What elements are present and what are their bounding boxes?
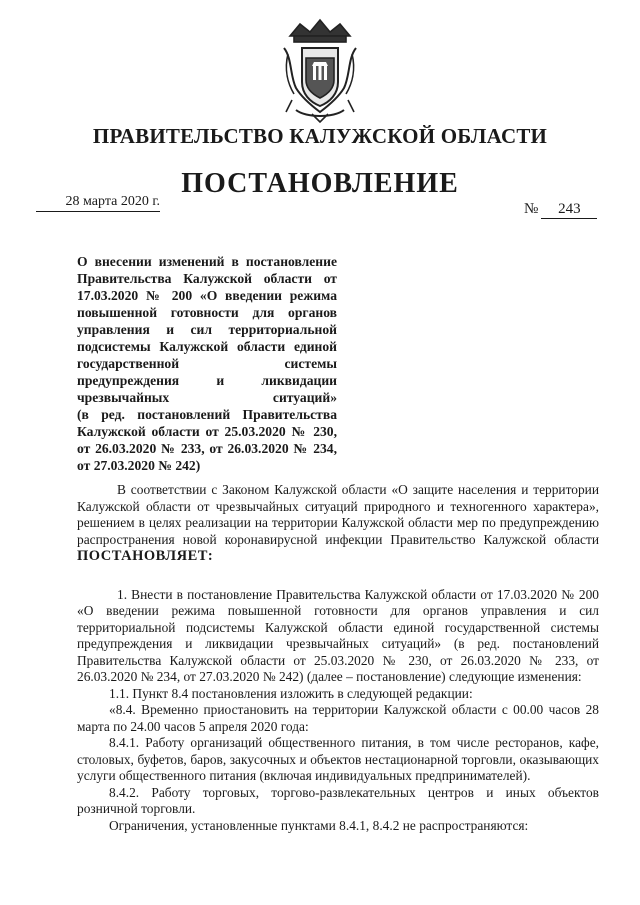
item-8-4-2: 8.4.2. Работу торговых, торгово-развлекательных центров и иных объектов розничной торговли. bbox=[77, 784, 599, 816]
preamble-text: В соответствии с Законом Калужской области «О защите населения и территории Калужской области от чрезвычайных ситуаций природного и техногенного характера», решением в целях реализации на территории Калужской области мер по предупреждению распространения новой коронавирусной инфекции Правительство Калужской области bbox=[77, 482, 599, 547]
document-number bbox=[524, 200, 597, 219]
preamble bbox=[77, 482, 599, 565]
document-type: ПОСТАНОВЛЕНИЕ bbox=[181, 168, 459, 199]
decree-word: ПОСТАНОВЛЯЕТ: bbox=[77, 548, 214, 564]
subject-text: О внесении изменений в постановление Правительства Калужской области от 17.03.2020 № 200 «О введении режима повышенной готовности для органов управления и сил территориальной подсистемы Калужской области единой государственной системы предупреждения и ликвидации чрезвычайных ситуаций» bbox=[77, 254, 337, 405]
subject-amendments: (в ред. постановлений Правительства Калужской области от 25.03.2020 № 230, от 26.03.2020 № 233, от 26.03.2020 № 234, от 27.03.2020 № 242) bbox=[77, 407, 337, 473]
document-subject bbox=[77, 253, 337, 474]
item-8-4-1: 8.4.1. Работу организаций общественного питания, в том числе ресторанов, кафе, столовых, буфетов, баров, закусочных и объектов нестационарной торговли, оказывающих услуги общественного питания (включая индивидуальных предпринимателей). bbox=[77, 735, 599, 783]
item-8-4: «8.4. Временно приостановить на территории Калужской области с 00.00 часов 28 марта по 24.00 часов 5 апреля 2020 года: bbox=[77, 702, 599, 734]
document-body bbox=[77, 482, 599, 834]
number-value: 243 bbox=[541, 200, 597, 219]
item-1: 1. Внести в постановление Правительства Калужской области от 17.03.2020 № 200 «О введении режима повышенной готовности для органов управления и сил территориальной подсистемы Калужской области единой государственной системы предупреждения и ликвидации чрезвычайных ситуаций» (в ред. постановлений Правительства Калужской области от 25.03.2020 № 230, от 26.03.2020 № 233, от 26.03.2020 № 234, от 27.03.2020 № 242) (далее – постановление) следующие изменения: bbox=[77, 586, 599, 684]
coat-of-arms-icon bbox=[282, 14, 358, 124]
document-date: 28 марта 2020 г. bbox=[36, 193, 160, 212]
restrictions: Ограничения, установленные пунктами 8.4.1, 8.4.2 не распространяются: bbox=[109, 817, 529, 833]
item-1-1: 1.1. Пункт 8.4 постановления изложить в следующей редакции: bbox=[109, 685, 473, 701]
government-title: ПРАВИТЕЛЬСТВО КАЛУЖСКОЙ ОБЛАСТИ bbox=[92, 124, 548, 148]
number-label: № bbox=[524, 201, 539, 217]
